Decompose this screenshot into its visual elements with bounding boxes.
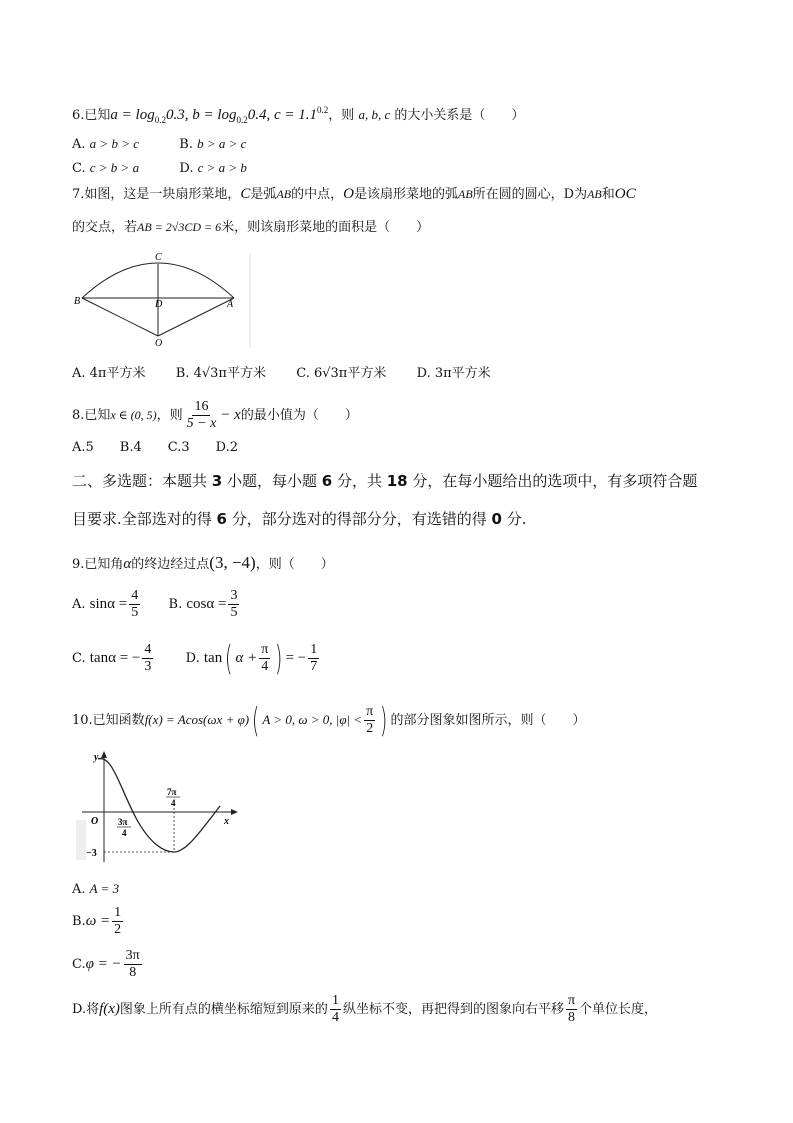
q9-opt-d-num2: 1 (310, 642, 318, 657)
q9-opt-d-frac2 (308, 642, 319, 675)
q10-pre: 10.已知函数 (72, 713, 145, 728)
q8-condition: x ∈ (0, 5) (110, 408, 157, 422)
q10-opt-c-frac (124, 948, 142, 981)
q9-opt-d-den1: 4 (261, 659, 269, 674)
q7-text-b: 是弧 (250, 187, 277, 202)
q7-options (72, 364, 491, 384)
q10-opt-a-label: A. (72, 882, 86, 897)
q8-opts: A.5 B.4 C.3 D.2 (72, 440, 238, 455)
q9-opt-b-den: 5 (230, 605, 238, 620)
q10-opt-d-den2: 8 (567, 1010, 575, 1025)
q7-radius-ob (82, 298, 158, 336)
q7-text-f: 和 (601, 187, 615, 202)
q10-opt-d-frac1 (330, 993, 341, 1026)
q9-alpha: α (123, 556, 132, 572)
q7-opt-d: D. 3π平方米 (416, 366, 491, 381)
q10-opt-c-num: 3π (125, 948, 140, 963)
q10-opt-c-row (72, 943, 144, 986)
q7-var-c: C (240, 186, 251, 202)
q10-label-min: −3 (86, 848, 97, 859)
q6-options-row2 (72, 158, 247, 179)
q7-label-a: A (227, 299, 234, 310)
q9-options-row2: C. tanα = − $\frac{4}{3}$ D. tan( α + $\frac{\pi}{4}$ ) = − $\frac{1}{7}$ (72, 638, 318, 679)
q10-label-x1-den: 4 (122, 828, 127, 838)
q7-opt-c: C. 6√3π平方米 (296, 366, 387, 381)
section2-line2 (72, 509, 527, 529)
q10-opt-d-b: 图象上所有点的横坐标缩短到原来的 (119, 1002, 328, 1017)
q9-mid: 的终边经过点 (131, 557, 210, 572)
q10-opt-d-den1: 4 (331, 1010, 339, 1025)
q6-options-row1 (72, 134, 246, 155)
section2-num-18: 18 (386, 472, 408, 490)
q7-text-e: 所在圆的圆心，D为 (472, 187, 588, 202)
q6-opt-b: b > a > c (197, 136, 247, 151)
q10-label-x1-num: 3π (118, 817, 128, 827)
section2-num-6b: 6 (216, 510, 227, 528)
q10-opt-c-label: C. (72, 957, 86, 972)
q9-point: (3, −4) (209, 553, 256, 572)
q10-opt-d-f: f(x) (99, 1001, 120, 1017)
q10-label-x2-num: 7π (167, 787, 177, 797)
section2-text-g: 分. (501, 510, 527, 528)
q7-radius-oa (158, 298, 234, 336)
q7-var-ab2: AB (457, 187, 473, 201)
section2-line1 (72, 471, 697, 491)
q9-opt-b-frac (228, 588, 239, 621)
section2-num-6: 6 (321, 472, 333, 490)
q7-label-c: C (155, 252, 162, 263)
q10-tail: 的部分图象如图所示，则（ ） (390, 713, 586, 728)
q7-var-o: O (343, 186, 354, 202)
q9-opt-d-label: D. (185, 651, 200, 666)
q10-stem: 10.已知函数f(x) = Acos(ωx + φ)( A > 0, ω > 0, |φ| < $\frac{\pi}{2}$ ) 的部分图象如图所示，则（ ） (72, 700, 586, 741)
q6-number: 6.已知 (72, 108, 111, 123)
q9-stem (72, 553, 334, 575)
q9-opt-b-label: B. (168, 597, 183, 612)
q9-opt-c-label: C. (72, 651, 86, 666)
q7-text-g: 的交点，若 (72, 220, 138, 235)
q9-options-row1 (72, 584, 241, 625)
q9-opt-c-frac (142, 642, 153, 675)
q7-text-a: 7.如图，这是一块扇形菜地， (72, 187, 241, 202)
q10-opt-d-num1: 1 (331, 993, 339, 1008)
q7-opt-b: B. 4√3π平方米 (175, 366, 266, 381)
q7-var-ab3: AB (587, 187, 602, 201)
q7-label-d: D (155, 299, 163, 310)
q6-opt-d: c > a > b (197, 160, 247, 175)
q8-mid: ，则 (156, 408, 183, 423)
q10-opt-b-label: B. (72, 914, 86, 929)
q7-label-b: B (74, 296, 81, 307)
q6-opt-a: a > b > c (89, 136, 139, 151)
q10-opt-d-c: 纵坐标不变，再把得到的图象向右平移 (342, 1002, 564, 1017)
q9-opt-a-den: 5 (131, 605, 139, 620)
q10-label-x2-den: 4 (171, 798, 176, 808)
q9-opt-c-den: 3 (144, 659, 152, 674)
q6-base-b: 0.2 (236, 115, 248, 125)
section2-num-0: 0 (491, 510, 502, 528)
q7-text-h: 米，则该扇形菜地的面积是（ ） (221, 220, 430, 235)
q7-stem-line1 (72, 184, 636, 205)
q10-curve (98, 759, 220, 852)
q10-label-y: y (94, 752, 99, 763)
section2-text-d: 分，在每小题给出的选项中，有多项符合题 (407, 472, 698, 490)
q6-exp-c: 0.2 (317, 105, 329, 115)
q10-cond-frac (364, 704, 375, 737)
q8-options (72, 438, 238, 458)
q8-pre: 8.已知 (72, 408, 111, 423)
q7-label-o: O (155, 338, 163, 348)
q6-stem (72, 100, 524, 130)
q9-opt-d-lhs: tan (203, 650, 223, 666)
q9-opt-c-num: 4 (144, 642, 152, 657)
q10-opt-b-row (72, 900, 125, 943)
q10-opt-d-frac2 (566, 993, 577, 1026)
q6-tail: 的大小关系是（ ） (394, 108, 525, 123)
q7-opt-a: A. 4π平方米 (72, 366, 146, 381)
q6-opt-c-label: C. (72, 161, 86, 176)
q10-opt-b-frac (112, 905, 123, 938)
q9-opt-b-lhs: cosα = (186, 596, 227, 612)
q7-condition: AB = 2√3CD = 6 (137, 220, 222, 234)
q9-opt-d-eq: = − (285, 650, 307, 666)
q6-arg-a: 0.3, b = log (165, 107, 237, 123)
q9-opt-c-lhs: tanα = − (89, 650, 141, 666)
section2-num-3: 3 (211, 472, 223, 490)
q9-opt-a-num: 4 (131, 588, 139, 603)
q9-opt-d-den2: 7 (310, 659, 318, 674)
q9-opt-a-lhs: sinα = (89, 596, 128, 612)
q6-base-a: 0.2 (154, 115, 166, 125)
q6-opt-a-label: A. (72, 137, 86, 152)
q7-var-oc: OC (614, 186, 636, 202)
q10-cond-num: π (366, 704, 374, 719)
q9-tail: ，则（ ） (255, 557, 334, 572)
q10-opt-a: A = 3 (89, 881, 120, 896)
q10-function: f(x) = Acos(ωx + φ) (144, 712, 250, 727)
q10-y-arrow (101, 751, 107, 758)
q10-opt-d-num2: π (567, 993, 576, 1008)
q10-opt-a-row (72, 879, 119, 900)
q6-arg-b: 0.4, c = 1.1 (247, 107, 318, 123)
q10-opt-b-den: 2 (114, 922, 122, 937)
q10-opt-b-num: 1 (114, 905, 122, 920)
q8-stem (72, 398, 358, 433)
q10-x-arrow (231, 809, 238, 815)
q9-opt-d-num1: π (261, 642, 269, 657)
section2-text-a: 二、多选题：本题共 (72, 472, 212, 490)
q10-graph-shade (76, 820, 86, 860)
q9-opt-a-label: A. (72, 597, 86, 612)
q10-graph-figure (76, 748, 246, 868)
q9-opt-d-inner: α + (235, 650, 258, 666)
q6-vars: a, b, c (358, 107, 391, 122)
q8-frac-num: 16 (194, 399, 209, 414)
q7-sector-figure (72, 244, 252, 348)
q10-condition: A > 0, ω > 0, |φ| < (262, 712, 363, 727)
q10-opt-c-lhs: φ = − (85, 956, 122, 972)
q10-cond-den: 2 (366, 721, 374, 736)
q8-frac-den: 5 − x (186, 416, 217, 431)
q10-opt-d-row (72, 988, 657, 1031)
q6-opt-c: c > b > a (89, 160, 140, 175)
q10-opt-c-den: 8 (129, 965, 137, 980)
q10-label-x: x (224, 816, 229, 827)
q8-fraction (185, 399, 219, 432)
q8-minus-x: − x (220, 407, 241, 423)
q9-opt-b-num: 3 (230, 588, 238, 603)
q9-opt-a-frac (129, 588, 140, 621)
q9-opt-d-frac1 (259, 642, 270, 675)
q6-mid: ，则 (328, 108, 355, 123)
q7-text-d: 是该扇形菜地的弧 (353, 187, 458, 202)
q6-expr-a: a = log (110, 107, 155, 123)
q8-tail: 的最小值为（ ） (240, 408, 358, 423)
section2-text-b: 小题，每小题 (222, 472, 322, 490)
q6-opt-b-label: B. (179, 137, 193, 152)
section2-text-c: 分，共 (332, 472, 387, 490)
section2-text-e: 目要求.全部选对的得 (72, 510, 217, 528)
q10-opt-d-a: D.将 (72, 1002, 100, 1017)
q7-stem-line2 (72, 217, 429, 238)
q9-pre: 9.已知角 (72, 557, 124, 572)
q10-opt-b-lhs: ω = (85, 913, 111, 929)
q10-opt-d-d: 个单位长度， (579, 1002, 658, 1017)
q10-label-o: O (91, 816, 99, 827)
q7-var-ab: AB (276, 187, 292, 201)
section2-text-f: 分，部分选对的得部分分，有选错的得 (226, 510, 492, 528)
q7-text-c: 的中点， (291, 187, 344, 202)
q6-opt-d-label: D. (179, 161, 194, 176)
